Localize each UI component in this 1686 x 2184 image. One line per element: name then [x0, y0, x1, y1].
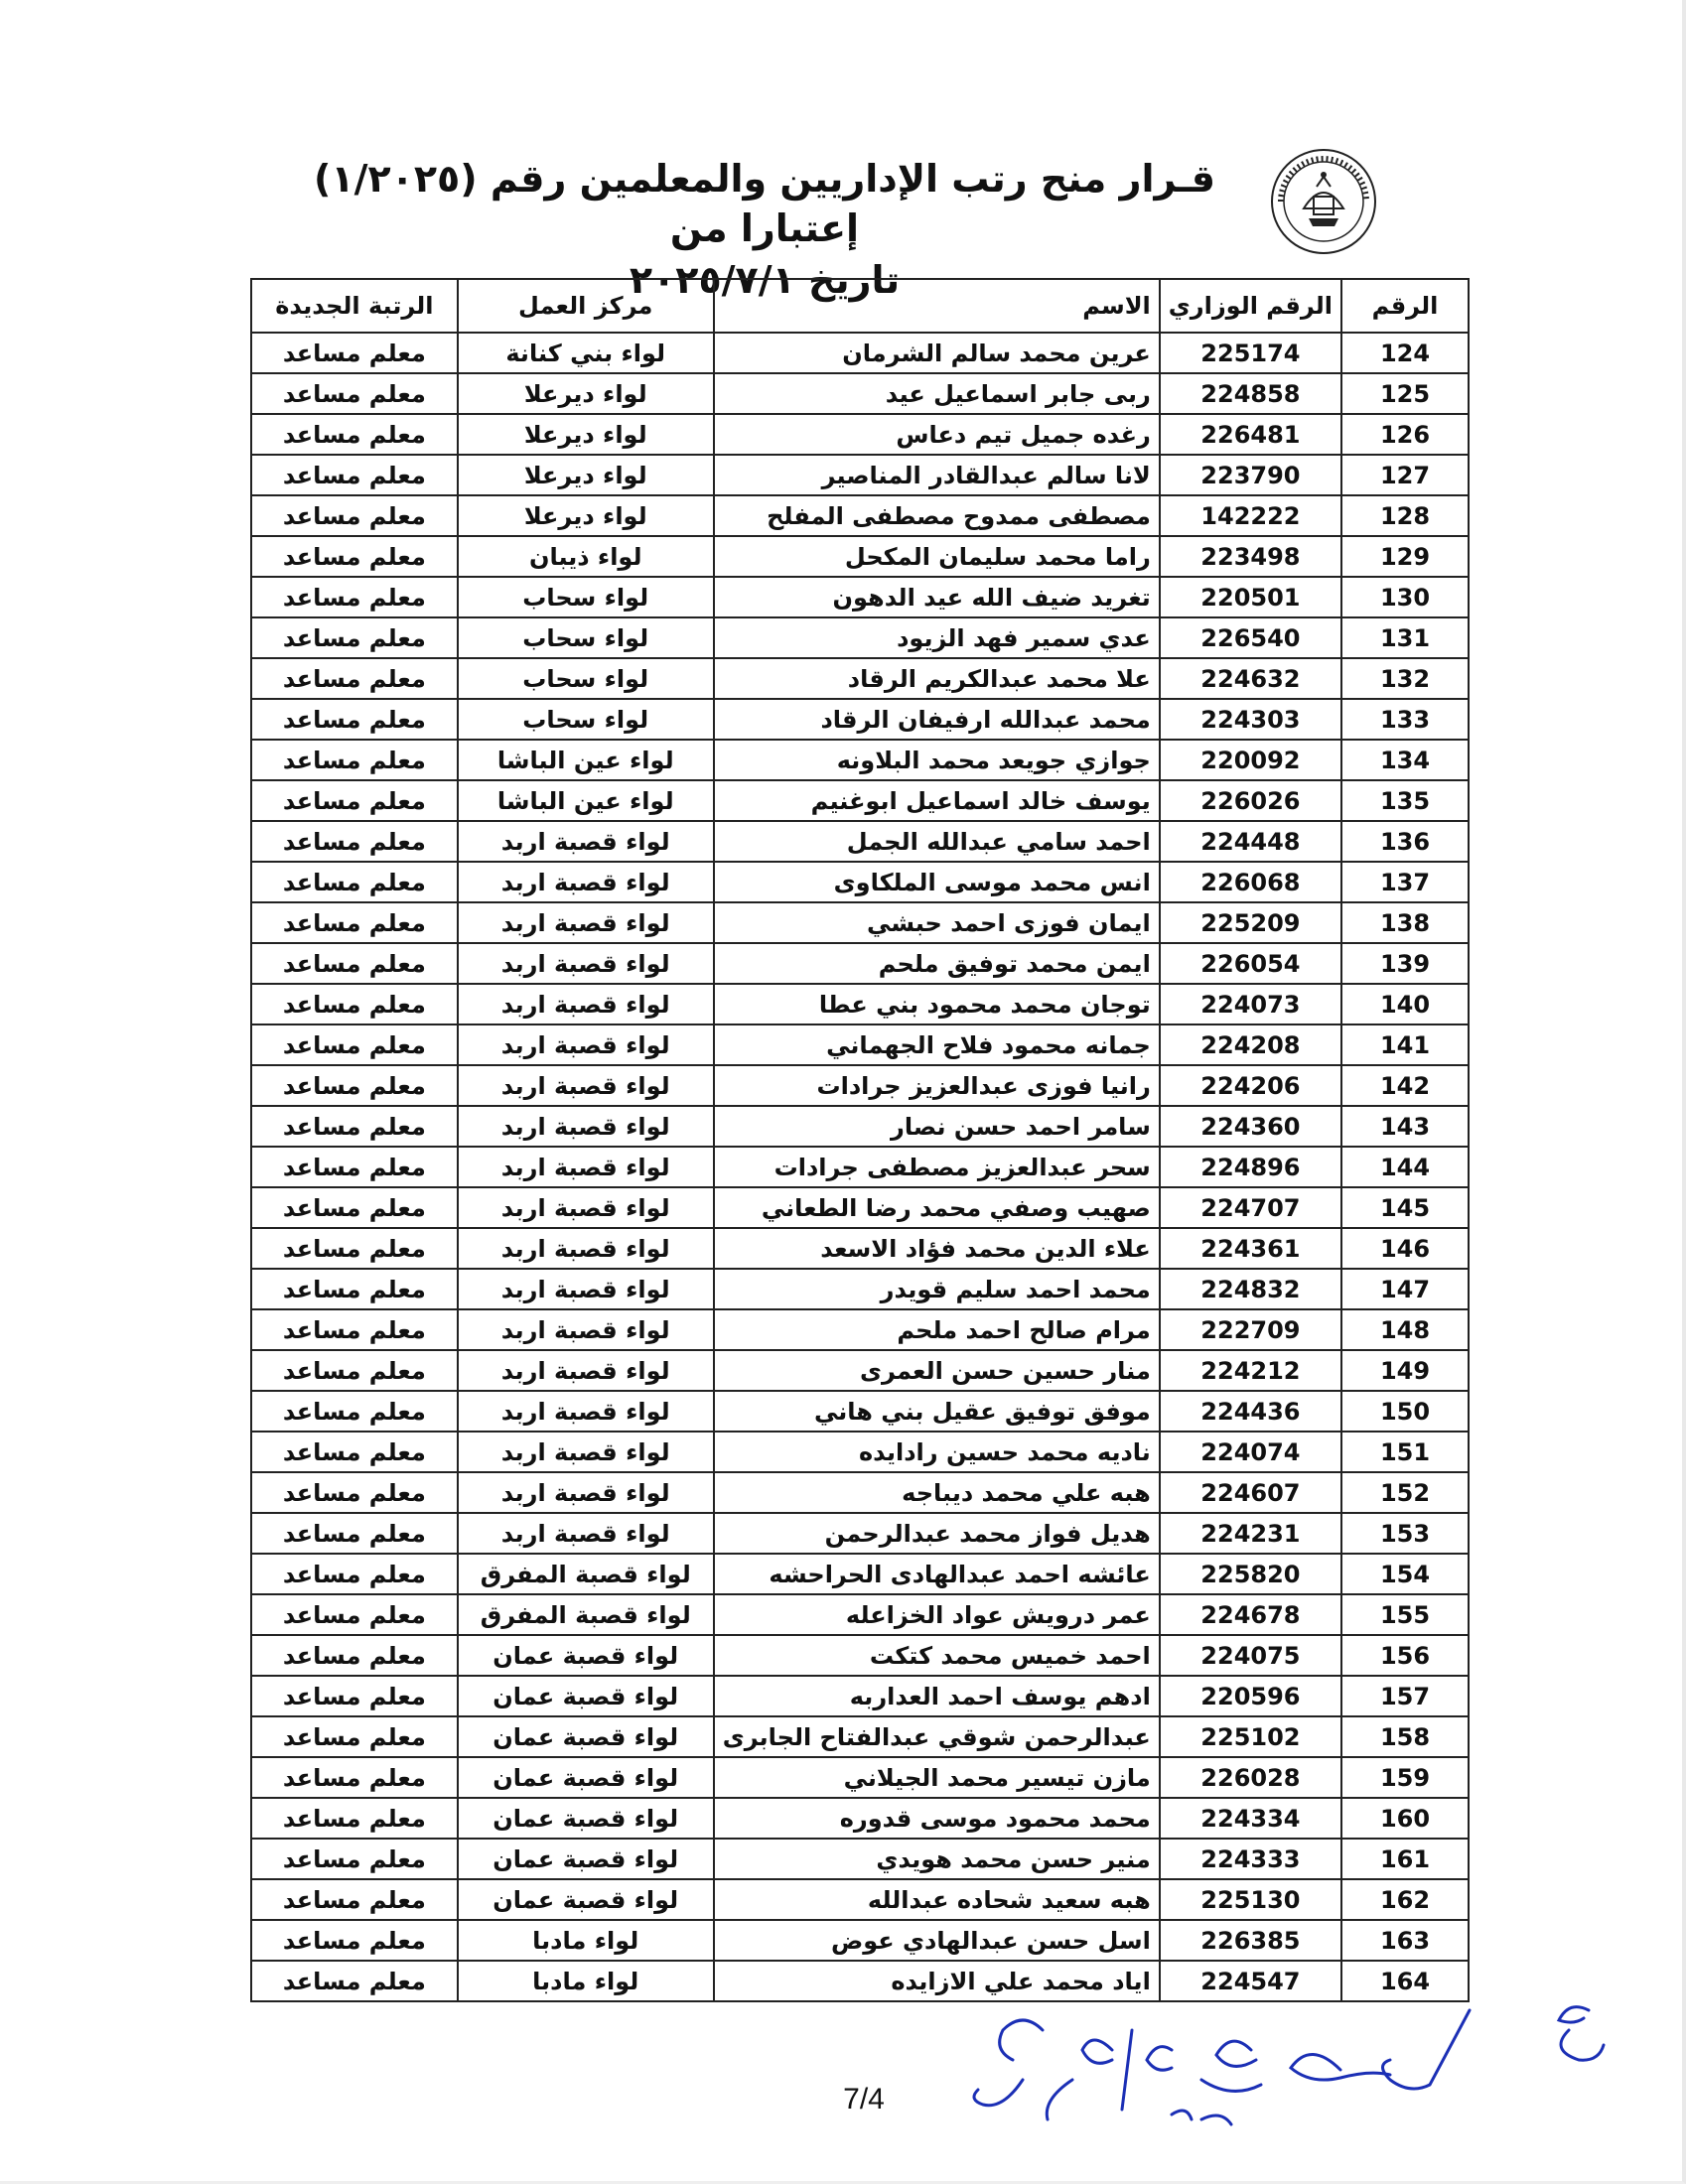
- table-row: [251, 902, 1469, 943]
- ministry-id-cell: 224073: [1160, 984, 1341, 1024]
- document-date: تاريخ ٢٠٢٥/٧/١: [629, 258, 901, 302]
- row-number-cell: 138: [1341, 902, 1469, 943]
- table-row: [251, 455, 1469, 495]
- ministry-id-cell: 224231: [1160, 1513, 1341, 1554]
- row-number-cell: 141: [1341, 1024, 1469, 1065]
- name-cell: احمد سامي عبدالله الجمل: [714, 821, 1160, 862]
- column-header-new-rank: الرتبة الجديدة: [251, 279, 458, 333]
- work-center-cell: لواء قصبة اربد: [458, 902, 714, 943]
- name-cell: مرام صالح احمد ملحم: [714, 1309, 1160, 1350]
- work-center-cell: لواء قصبة اربد: [458, 821, 714, 862]
- new-rank-cell: معلم مساعد: [251, 1920, 458, 1961]
- ministry-id-cell: 224206: [1160, 1065, 1341, 1106]
- ministry-id-cell: 224075: [1160, 1635, 1341, 1676]
- ministry-id-cell: 226068: [1160, 862, 1341, 902]
- table-row: [251, 1187, 1469, 1228]
- row-number-cell: 148: [1341, 1309, 1469, 1350]
- table-row: [251, 1309, 1469, 1350]
- work-center-cell: لواء ديرعلا: [458, 373, 714, 414]
- work-center-cell: لواء قصبة اربد: [458, 1391, 714, 1432]
- work-center-cell: لواء قصبة اربد: [458, 862, 714, 902]
- ministry-id-cell: 224607: [1160, 1472, 1341, 1513]
- ministry-id-cell: 226026: [1160, 780, 1341, 821]
- work-center-cell: لواء ديرعلا: [458, 495, 714, 536]
- name-cell: سامر احمد حسن نصار: [714, 1106, 1160, 1147]
- table-row: [251, 1920, 1469, 1961]
- work-center-cell: لواء قصبة اربد: [458, 1269, 714, 1309]
- table-row: [251, 1432, 1469, 1472]
- row-number-cell: 134: [1341, 740, 1469, 780]
- table-row: [251, 577, 1469, 617]
- ministry-id-cell: 224858: [1160, 373, 1341, 414]
- new-rank-cell: معلم مساعد: [251, 1839, 458, 1879]
- work-center-cell: لواء قصبة اربد: [458, 1147, 714, 1187]
- handwritten-signatures: [874, 1990, 1628, 2149]
- name-cell: احمد خميس محمد كتكت: [714, 1635, 1160, 1676]
- new-rank-cell: معلم مساعد: [251, 1472, 458, 1513]
- ministry-id-cell: 224896: [1160, 1147, 1341, 1187]
- new-rank-cell: معلم مساعد: [251, 902, 458, 943]
- ministry-id-cell: 226028: [1160, 1757, 1341, 1798]
- row-number-cell: 146: [1341, 1228, 1469, 1269]
- name-cell: علاء الدين محمد فؤاد الاسعد: [714, 1228, 1160, 1269]
- name-cell: ناديه محمد حسين رادايده: [714, 1432, 1160, 1472]
- row-number-cell: 154: [1341, 1554, 1469, 1594]
- new-rank-cell: معلم مساعد: [251, 1676, 458, 1716]
- ministry-id-cell: 224361: [1160, 1228, 1341, 1269]
- work-center-cell: لواء قصبة اربد: [458, 1513, 714, 1554]
- ministry-id-cell: 224303: [1160, 699, 1341, 740]
- name-cell: هديل فواز محمد عبدالرحمن: [714, 1513, 1160, 1554]
- new-rank-cell: معلم مساعد: [251, 943, 458, 984]
- name-cell: سحر عبدالعزيز مصطفى جرادات: [714, 1147, 1160, 1187]
- table-row: [251, 1513, 1469, 1554]
- name-cell: ايمن محمد توفيق ملحم: [714, 943, 1160, 984]
- name-cell: تغريد ضيف الله عيد الدهون: [714, 577, 1160, 617]
- ministry-id-cell: 220501: [1160, 577, 1341, 617]
- name-cell: منير حسن محمد هويدي: [714, 1839, 1160, 1879]
- column-header-name: الاسم: [714, 279, 1160, 333]
- ministry-id-cell: 224632: [1160, 658, 1341, 699]
- table-row: [251, 373, 1469, 414]
- row-number-cell: 124: [1341, 333, 1469, 373]
- new-rank-cell: معلم مساعد: [251, 862, 458, 902]
- ministry-id-cell: 142222: [1160, 495, 1341, 536]
- row-number-cell: 153: [1341, 1513, 1469, 1554]
- name-cell: جوازي جويعد محمد البلاونه: [714, 740, 1160, 780]
- work-center-cell: لواء قصبة اربد: [458, 1432, 714, 1472]
- row-number-cell: 147: [1341, 1269, 1469, 1309]
- name-cell: عمر درويش عواد الخزاعله: [714, 1594, 1160, 1635]
- work-center-cell: لواء قصبة اربد: [458, 1309, 714, 1350]
- row-number-cell: 162: [1341, 1879, 1469, 1920]
- roster-table: [250, 278, 1470, 2002]
- new-rank-cell: معلم مساعد: [251, 1024, 458, 1065]
- name-cell: منار حسين حسن العمرى: [714, 1350, 1160, 1391]
- table-row: [251, 1839, 1469, 1879]
- ministry-id-cell: 224208: [1160, 1024, 1341, 1065]
- ministry-id-cell: 223790: [1160, 455, 1341, 495]
- work-center-cell: لواء قصبة عمان: [458, 1635, 714, 1676]
- work-center-cell: لواء قصبة اربد: [458, 1187, 714, 1228]
- roster-body: [251, 333, 1469, 2001]
- name-cell: عدي سمير فهد الزيود: [714, 617, 1160, 658]
- table-row: [251, 1065, 1469, 1106]
- new-rank-cell: معلم مساعد: [251, 455, 458, 495]
- new-rank-cell: معلم مساعد: [251, 1187, 458, 1228]
- row-number-cell: 132: [1341, 658, 1469, 699]
- ministry-id-cell: 226054: [1160, 943, 1341, 984]
- name-cell: انس محمد موسى الملكاوى: [714, 862, 1160, 902]
- table-header-row: [251, 279, 1469, 333]
- work-center-cell: لواء قصبة المفرق: [458, 1594, 714, 1635]
- new-rank-cell: معلم مساعد: [251, 536, 458, 577]
- table-row: [251, 658, 1469, 699]
- work-center-cell: لواء قصبة عمان: [458, 1879, 714, 1920]
- row-number-cell: 126: [1341, 414, 1469, 455]
- work-center-cell: لواء قصبة اربد: [458, 1350, 714, 1391]
- work-center-cell: لواء سحاب: [458, 699, 714, 740]
- page-number: 7/4: [843, 2083, 885, 2116]
- ministry-id-cell: 224360: [1160, 1106, 1341, 1147]
- name-cell: محمد عبدالله ارفيفان الرقاد: [714, 699, 1160, 740]
- new-rank-cell: معلم مساعد: [251, 1798, 458, 1839]
- row-number-cell: 157: [1341, 1676, 1469, 1716]
- work-center-cell: لواء قصبة اربد: [458, 943, 714, 984]
- name-cell: عائشه احمد عبدالهادى الحراحشه: [714, 1554, 1160, 1594]
- name-cell: صهيب وصفي محمد رضا الطعاني: [714, 1187, 1160, 1228]
- ministry-id-cell: 224074: [1160, 1432, 1341, 1472]
- work-center-cell: لواء ديرعلا: [458, 414, 714, 455]
- row-number-cell: 144: [1341, 1147, 1469, 1187]
- ministry-id-cell: 225174: [1160, 333, 1341, 373]
- table-row: [251, 495, 1469, 536]
- table-row: [251, 821, 1469, 862]
- ministry-id-cell: 224334: [1160, 1798, 1341, 1839]
- new-rank-cell: معلم مساعد: [251, 617, 458, 658]
- row-number-cell: 150: [1341, 1391, 1469, 1432]
- work-center-cell: لواء سحاب: [458, 617, 714, 658]
- name-cell: ربى جابر اسماعيل عيد: [714, 373, 1160, 414]
- column-header-work-center: مركز العمل: [458, 279, 714, 333]
- table-row: [251, 1228, 1469, 1269]
- new-rank-cell: معلم مساعد: [251, 1635, 458, 1676]
- row-number-cell: 131: [1341, 617, 1469, 658]
- row-number-cell: 130: [1341, 577, 1469, 617]
- name-cell: عرين محمد سالم الشرمان: [714, 333, 1160, 373]
- new-rank-cell: معلم مساعد: [251, 1065, 458, 1106]
- column-header-ministry-id: الرقم الوزاري: [1160, 279, 1341, 333]
- work-center-cell: لواء عين الباشا: [458, 780, 714, 821]
- work-center-cell: لواء قصبة عمان: [458, 1676, 714, 1716]
- new-rank-cell: معلم مساعد: [251, 1594, 458, 1635]
- new-rank-cell: معلم مساعد: [251, 1147, 458, 1187]
- work-center-cell: لواء مادبا: [458, 1961, 714, 2001]
- name-cell: اسل حسن عبدالهادي عوض: [714, 1920, 1160, 1961]
- ministry-id-cell: 224333: [1160, 1839, 1341, 1879]
- new-rank-cell: معلم مساعد: [251, 780, 458, 821]
- name-cell: جمانه محمود فلاح الجهماني: [714, 1024, 1160, 1065]
- work-center-cell: لواء قصبة اربد: [458, 1228, 714, 1269]
- name-cell: هبه سعيد شحاده عبدالله: [714, 1879, 1160, 1920]
- work-center-cell: لواء عين الباشا: [458, 740, 714, 780]
- table-row: [251, 1024, 1469, 1065]
- name-cell: يوسف خالد اسماعيل ابوغنيم: [714, 780, 1160, 821]
- new-rank-cell: معلم مساعد: [251, 333, 458, 373]
- row-number-cell: 159: [1341, 1757, 1469, 1798]
- work-center-cell: لواء قصبة اربد: [458, 1472, 714, 1513]
- table-row: [251, 333, 1469, 373]
- table-row: [251, 1269, 1469, 1309]
- name-cell: اياد محمد علي الازايده: [714, 1961, 1160, 2001]
- new-rank-cell: معلم مساعد: [251, 373, 458, 414]
- row-number-cell: 163: [1341, 1920, 1469, 1961]
- row-number-cell: 125: [1341, 373, 1469, 414]
- name-cell: محمد محمود موسى قدوره: [714, 1798, 1160, 1839]
- table-row: [251, 1798, 1469, 1839]
- new-rank-cell: معلم مساعد: [251, 740, 458, 780]
- row-number-cell: 142: [1341, 1065, 1469, 1106]
- new-rank-cell: معلم مساعد: [251, 1391, 458, 1432]
- ministry-id-cell: 226540: [1160, 617, 1341, 658]
- new-rank-cell: معلم مساعد: [251, 1879, 458, 1920]
- work-center-cell: لواء سحاب: [458, 658, 714, 699]
- row-number-cell: 164: [1341, 1961, 1469, 2001]
- table-row: [251, 414, 1469, 455]
- new-rank-cell: معلم مساعد: [251, 1432, 458, 1472]
- work-center-cell: لواء قصبة اربد: [458, 1065, 714, 1106]
- work-center-cell: لواء قصبة المفرق: [458, 1554, 714, 1594]
- work-center-cell: لواء بني كنانة: [458, 333, 714, 373]
- row-number-cell: 160: [1341, 1798, 1469, 1839]
- work-center-cell: لواء مادبا: [458, 1920, 714, 1961]
- table-row: [251, 862, 1469, 902]
- new-rank-cell: معلم مساعد: [251, 1757, 458, 1798]
- ministry-id-cell: 225130: [1160, 1879, 1341, 1920]
- ministry-id-cell: 225820: [1160, 1554, 1341, 1594]
- row-number-cell: 158: [1341, 1716, 1469, 1757]
- table-row: [251, 943, 1469, 984]
- new-rank-cell: معلم مساعد: [251, 1228, 458, 1269]
- new-rank-cell: معلم مساعد: [251, 577, 458, 617]
- ministry-id-cell: 224448: [1160, 821, 1341, 862]
- row-number-cell: 133: [1341, 699, 1469, 740]
- row-number-cell: 152: [1341, 1472, 1469, 1513]
- name-cell: موفق توفيق عقيل بني هاني: [714, 1391, 1160, 1432]
- column-header-number: الرقم: [1341, 279, 1469, 333]
- ministry-id-cell: 220596: [1160, 1676, 1341, 1716]
- work-center-cell: لواء قصبة عمان: [458, 1716, 714, 1757]
- row-number-cell: 135: [1341, 780, 1469, 821]
- row-number-cell: 129: [1341, 536, 1469, 577]
- table-row: [251, 1757, 1469, 1798]
- name-cell: محمد احمد سليم قويدر: [714, 1269, 1160, 1309]
- row-number-cell: 143: [1341, 1106, 1469, 1147]
- new-rank-cell: معلم مساعد: [251, 495, 458, 536]
- ministry-id-cell: 226481: [1160, 414, 1341, 455]
- table-row: [251, 536, 1469, 577]
- new-rank-cell: معلم مساعد: [251, 699, 458, 740]
- table-row: [251, 1350, 1469, 1391]
- table-row: [251, 1147, 1469, 1187]
- name-cell: توجان محمد محمود بني عطا: [714, 984, 1160, 1024]
- name-cell: راما محمد سليمان المكحل: [714, 536, 1160, 577]
- row-number-cell: 151: [1341, 1432, 1469, 1472]
- ministry-id-cell: 224678: [1160, 1594, 1341, 1635]
- row-number-cell: 136: [1341, 821, 1469, 862]
- name-cell: علا محمد عبدالكريم الرقاد: [714, 658, 1160, 699]
- new-rank-cell: معلم مساعد: [251, 1716, 458, 1757]
- new-rank-cell: معلم مساعد: [251, 414, 458, 455]
- table-row: [251, 780, 1469, 821]
- name-cell: ايمان فوزى احمد حبشي: [714, 902, 1160, 943]
- table-row: [251, 740, 1469, 780]
- ministry-id-cell: 224547: [1160, 1961, 1341, 2001]
- name-cell: هبه علي محمد ديباجه: [714, 1472, 1160, 1513]
- ministry-emblem-icon: [1269, 147, 1378, 256]
- row-number-cell: 155: [1341, 1594, 1469, 1635]
- ministry-id-cell: 224436: [1160, 1391, 1341, 1432]
- ministry-id-cell: 224212: [1160, 1350, 1341, 1391]
- work-center-cell: لواء قصبة عمان: [458, 1839, 714, 1879]
- new-rank-cell: معلم مساعد: [251, 1513, 458, 1554]
- table-row: [251, 1635, 1469, 1676]
- new-rank-cell: معلم مساعد: [251, 821, 458, 862]
- work-center-cell: لواء قصبة عمان: [458, 1798, 714, 1839]
- row-number-cell: 137: [1341, 862, 1469, 902]
- work-center-cell: لواء قصبة اربد: [458, 1024, 714, 1065]
- row-number-cell: 149: [1341, 1350, 1469, 1391]
- ministry-id-cell: 224707: [1160, 1187, 1341, 1228]
- row-number-cell: 139: [1341, 943, 1469, 984]
- row-number-cell: 128: [1341, 495, 1469, 536]
- table-row: [251, 984, 1469, 1024]
- work-center-cell: لواء قصبة عمان: [458, 1757, 714, 1798]
- ministry-id-cell: 224832: [1160, 1269, 1341, 1309]
- table-row: [251, 1879, 1469, 1920]
- work-center-cell: لواء ديرعلا: [458, 455, 714, 495]
- row-number-cell: 156: [1341, 1635, 1469, 1676]
- table-row: [251, 1594, 1469, 1635]
- new-rank-cell: معلم مساعد: [251, 1961, 458, 2001]
- table-row: [251, 1716, 1469, 1757]
- table-row: [251, 617, 1469, 658]
- row-number-cell: 161: [1341, 1839, 1469, 1879]
- work-center-cell: لواء قصبة اربد: [458, 984, 714, 1024]
- new-rank-cell: معلم مساعد: [251, 1554, 458, 1594]
- new-rank-cell: معلم مساعد: [251, 984, 458, 1024]
- ministry-id-cell: 220092: [1160, 740, 1341, 780]
- table-row: [251, 1554, 1469, 1594]
- table-row: [251, 699, 1469, 740]
- name-cell: مصطفى ممدوح مصطفى المفلح: [714, 495, 1160, 536]
- new-rank-cell: معلم مساعد: [251, 1269, 458, 1309]
- ministry-id-cell: 222709: [1160, 1309, 1341, 1350]
- new-rank-cell: معلم مساعد: [251, 658, 458, 699]
- name-cell: ادهم يوسف احمد العداربه: [714, 1676, 1160, 1716]
- row-number-cell: 140: [1341, 984, 1469, 1024]
- table-row: [251, 1391, 1469, 1432]
- name-cell: رانيا فوزى عبدالعزيز جرادات: [714, 1065, 1160, 1106]
- ministry-id-cell: 226385: [1160, 1920, 1341, 1961]
- work-center-cell: لواء سحاب: [458, 577, 714, 617]
- row-number-cell: 145: [1341, 1187, 1469, 1228]
- ministry-id-cell: 223498: [1160, 536, 1341, 577]
- new-rank-cell: معلم مساعد: [251, 1350, 458, 1391]
- new-rank-cell: معلم مساعد: [251, 1309, 458, 1350]
- table-row: [251, 1106, 1469, 1147]
- document-title: قـرار منح رتب الإداريين والمعلمين رقم (١/٢٠٢٥) إعتبارا من: [314, 157, 1215, 250]
- name-cell: عبدالرحمن شوقي عبدالفتاح الجابرى: [714, 1716, 1160, 1757]
- ministry-id-cell: 225102: [1160, 1716, 1341, 1757]
- table-row: [251, 1472, 1469, 1513]
- table-row: [251, 1676, 1469, 1716]
- ministry-id-cell: 225209: [1160, 902, 1341, 943]
- work-center-cell: لواء ذيبان: [458, 536, 714, 577]
- row-number-cell: 127: [1341, 455, 1469, 495]
- work-center-cell: لواء قصبة اربد: [458, 1106, 714, 1147]
- name-cell: رغده جميل تيم دعاس: [714, 414, 1160, 455]
- name-cell: لانا سالم عبدالقادر المناصير: [714, 455, 1160, 495]
- name-cell: مازن تيسير محمد الجيلاني: [714, 1757, 1160, 1798]
- new-rank-cell: معلم مساعد: [251, 1106, 458, 1147]
